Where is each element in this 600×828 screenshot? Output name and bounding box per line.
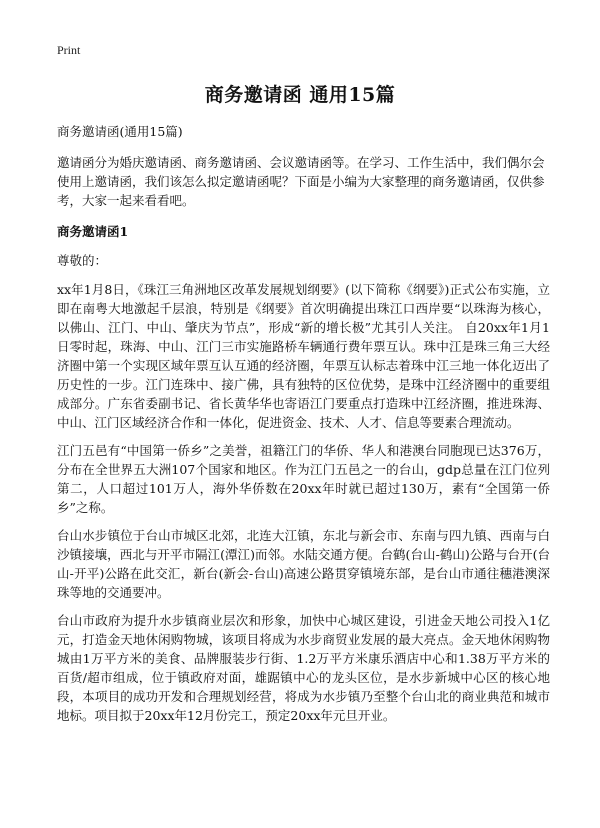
body-paragraph-4: 台山市政府为提升水步镇商业层次和形象，加快中心城区建设，引进金天地公司投入1亿元，打造金天地休闲购物城，该项目将成为水步商贸业发展的最大亮点。金天地休闲购物城由1万平方米的美食、品牌服装步行街、1.2万平方米康乐酒店中心和1.38万平方米的百货/超市组成，位于镇政府对面，雄踞镇中心的龙头区位，是水步新城中心区的核心地段，本项目的成功开发和合理规划经营，将成为水步镇乃至整个台山北的商业典范和城市地标。项目拟于20xx年12月份完工，预定20xx年元旦开业。 (57, 613, 550, 723)
body-paragraph-1: xx年1月8日，《珠江三角洲地区改革发展规划纲要》(以下简称《纲要》)正式公布实施，立即在南粤大地激起千层浪，特别是《纲要》首次明确提出珠江口西岸要“以珠海为核心，以佛山、江门、中山、肇庆为节点”，形成“新的增长极”尤其引人关注。 自20xx年1月1日零时起，珠海、中山、江门三市实施路桥车辆通行费年票互认。珠中江是珠三角三大经济圈中第一个实现区域年票互认互通的经济圈，年票互认标志着珠中江三地一体化迈出了历史性的一步。江门连珠中、接广佛，具有独特的区位优势，是珠中江经济圈中的重要组成部分。广东省委副书记、省长黄华华也寄语江门要重点打造珠中江经济圈，推进珠海、中山、江门区域经济合作和一体化，促进资金、技术、人才、信息等要素合理流动。 (57, 282, 550, 430)
body-paragraph-3: 台山水步镇位于台山市城区北郊，北连大江镇，东北与新会市、东南与四九镇、西南与白沙镇接壤，西北与开平市隔江(潭江)而邻。水陆交通方便。台鹤(台山-鹤山)公路与台开(台山-开平)公路在此交汇，新台(新会-台山)高速公路贯穿镇境东部，是台山市通往穗港澳深珠等地的交通要冲。 (57, 528, 550, 600)
body-paragraph-2: 江门五邑有“中国第一侨乡”之美誉，祖籍江门的华侨、华人和港澳台同胞现已达376万，分布在全世界五大洲107个国家和地区。作为江门五邑之一的台山，gdp总量在江门位列第二，人口超过101万人，海外华侨数在20xx年时就已超过130万，素有“全国第一侨乡”之称。 (57, 443, 550, 515)
print-link[interactable]: Print (57, 43, 81, 57)
document-body (57, 122, 550, 734)
intro-paragraph: 邀请函分为婚庆邀请函、商务邀请函、会议邀请函等。在学习、工作生活中，我们偶尔会使用上邀请函，我们该怎么拟定邀请函呢？下面是小编为大家整理的商务邀请函，仅供参考，大家一起来看看吧。 (57, 155, 545, 208)
page-title: 商务邀请函 通用15篇 (204, 84, 396, 106)
salutation: 尊敬的： (57, 253, 108, 268)
section-heading: 商务邀请函1 (57, 224, 129, 239)
document-subtitle: 商务邀请函(通用15篇) (57, 124, 183, 139)
